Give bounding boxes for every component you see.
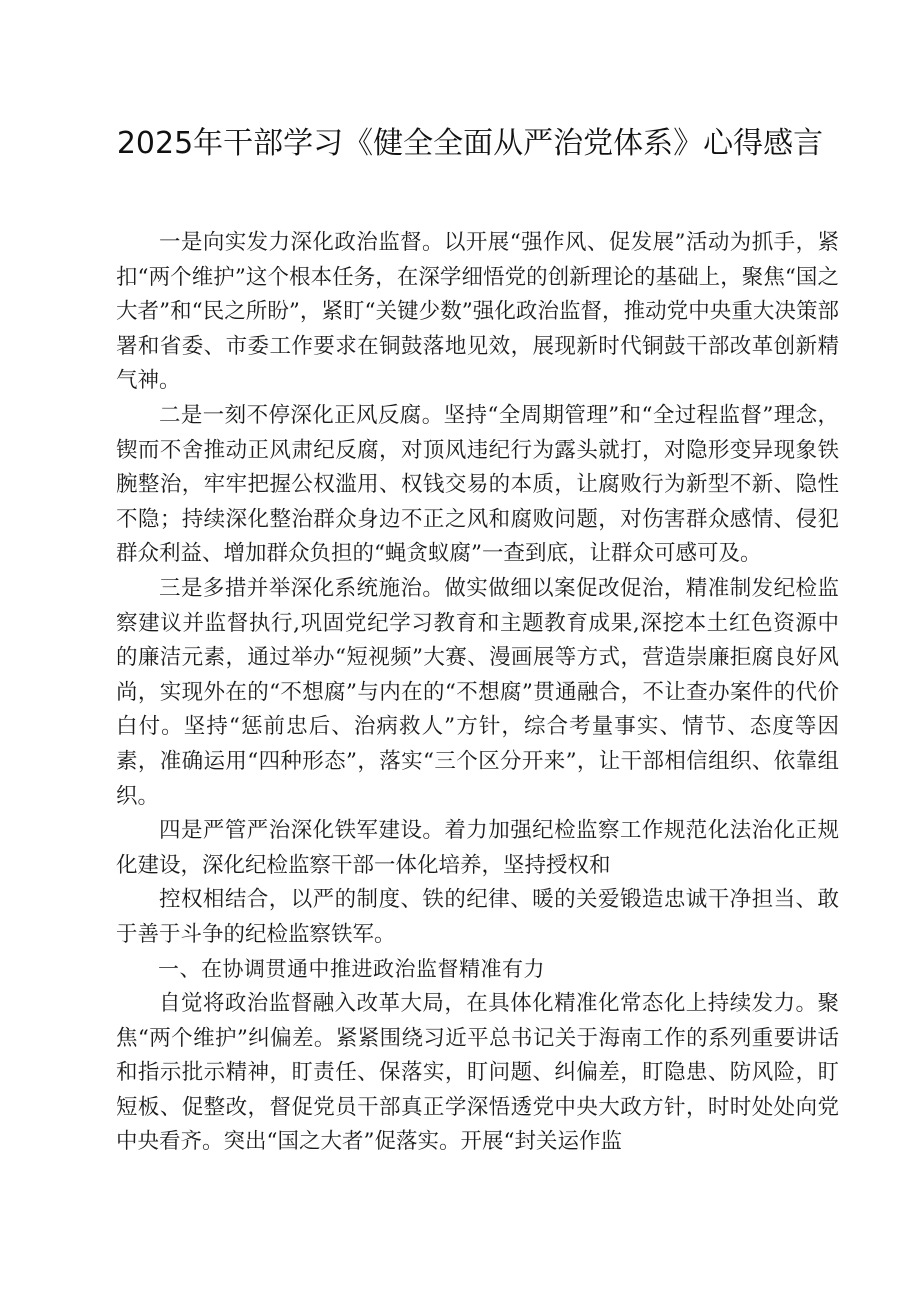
paragraph-systemic-governance: 三是多措并举深化系统施治。做实做细以案促改促治，精准制发纪检监察建议并监督执行,巩固党纪学习教育和主题教育成果,深挖本土红色资源中的廉洁元素，通过举办“短视频”大赛、漫画展等方式，营造崇廉拒腐良好风尚，实现外在的“不想腐”与内在的“不想腐”贯通融合，不让查办案件的代价白付。坚持“惩前忠后、治病救人”方针，综合考量事实、情节、态度等因素，准确运用“四种形态”，落实“三个区分开来”，让干部相信组织、依靠组织。 bbox=[116, 575, 839, 809]
document-title: 2025年干部学习《健全全面从严治党体系》心得感言 bbox=[116, 126, 824, 161]
paragraph-team-building-continued: 控权相结合，以严的制度、铁的纪律、暖的关爱锻造忠诚干净担当、敢于善于斗争的纪检监察铁军。 bbox=[116, 887, 839, 947]
section-heading: 一、在协调贯通中推进政治监督精准有力 bbox=[158, 957, 545, 982]
document-body bbox=[116, 226, 839, 1160]
paragraph-section-one: 自觉将政治监督融入改革大局，在具体化精准化常态化上持续发力。聚焦“两个维护”纠偏差。紧紧围绕习近平总书记关于海南工作的系列重要讲话和指示批示精神，盯责任、保落实，盯问题、纠偏差，盯隐患、防风险，盯短板、促整改，督促党员干部真正学深悟透党中央大政方针，时时处处向党中央看齐。突出“国之大者”促落实。开展“封关运作监 bbox=[116, 991, 839, 1155]
paragraph-anti-corruption: 二是一刻不停深化正风反腐。坚持“全周期管理”和“全过程监督”理念，锲而不舍推动正风肃纪反腐，对顶风违纪行为露头就打，对隐形变异现象铁腕整治，牢牢把握公权滥用、权钱交易的本质，让腐败行为新型不新、隐性不隐；持续深化整治群众身边不正之风和腐败问题，对伤害群众感情、侵犯群众利益、增加群众负担的“蝇贪蚁腐”一查到底，让群众可感可及。 bbox=[116, 402, 839, 567]
paragraph-team-building: 四是严管严治深化铁军建设。着力加强纪检监察工作规范化法治化正规化建设，深化纪检监察干部一体化培养，坚持授权和 bbox=[116, 818, 839, 878]
paragraph-political-supervision: 一是向实发力深化政治监督。以开展“强作风、促发展”活动为抓手，紧扣“两个维护”这个根本任务，在深学细悟党的创新理论的基础上，聚焦“国之大者”和“民之所盼”，紧盯“关键少数”强化政治监督，推动党中央重大决策部署和省委、市委工作要求在铜鼓落地见效，展现新时代铜鼓干部改革创新精气神。 bbox=[116, 230, 839, 394]
